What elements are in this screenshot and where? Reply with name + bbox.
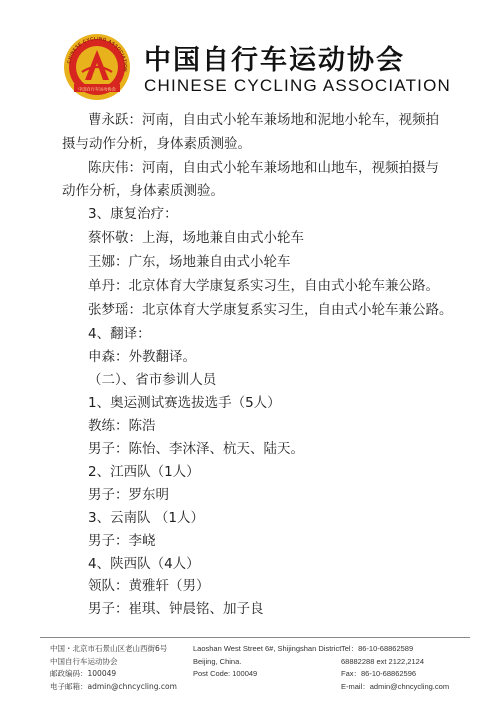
footer-text: 中国・北京市石景山区老山西街6号 <box>50 644 168 653</box>
footer-email: E-mail：admin@chncycling.com <box>341 681 450 691</box>
footer-email: 电子邮箱：admin@chncycling.com <box>50 681 177 691</box>
footer-text: Beijing, China. <box>193 656 242 666</box>
body-line: 蔡怀敬：上海，场地兼自由式小轮车 <box>88 230 304 246</box>
footer-fax: Fax：86-10-68862596 <box>341 669 417 678</box>
section-heading: 4、翻译： <box>88 326 151 342</box>
logo-ribbon-text: 中国自行车运动协会 <box>78 86 116 92</box>
body-line-overflow: 男子：崔琪、钟晨铭、加子良 <box>88 601 264 617</box>
footer-contact <box>341 643 449 693</box>
section-heading: （二）、省市参训人员 <box>88 372 217 388</box>
footer-address-cn <box>50 643 177 693</box>
body-line: 男子：李峣 <box>88 533 156 549</box>
footer-text: 中国自行车运动协会 <box>50 656 118 666</box>
body-line: 男子：罗东明 <box>88 487 169 503</box>
section-heading: 2、江西队（1人） <box>88 464 200 480</box>
body-line: 摄与动作分析，身体素质测验。 <box>62 136 251 152</box>
footer-address-en <box>193 643 341 681</box>
section-heading: 3、云南队 （1人） <box>88 510 204 526</box>
body-line: 王娜：广东，场地兼自由式小轮车 <box>88 254 291 270</box>
footer-text: Post Code: 100049 <box>193 669 258 678</box>
body-line: 单丹：北京体育大学康复系实习生，自由式小轮车兼公路。 <box>88 278 439 294</box>
org-name-cn: 中国自行车运动协会 <box>144 45 405 76</box>
footer-text: 邮政编码：100049 <box>50 669 117 678</box>
logo-ring-text: CHINESE CYCLING ASSOCIATION <box>66 35 129 73</box>
section-heading: 3、康复治疗： <box>88 206 178 222</box>
footer-phone: 68882288 ext 2122,2124 <box>341 656 424 666</box>
body-line: 申森：外教翻译。 <box>88 349 196 365</box>
body-line: 教练：陈浩 <box>88 418 156 434</box>
org-name-en: CHINESE CYCLING ASSOCIATION <box>144 76 451 95</box>
body-line: 动作分析，身体素质测验。 <box>62 183 224 199</box>
section-heading: 1、奥运测试赛选拔选手（5人） <box>88 395 281 411</box>
body-line: 张梦瑶：北京体育大学康复系实习生，自由式小轮车兼公路。 <box>88 302 453 318</box>
body-line: 陈庆伟：河南，自由式小轮车兼场地和山地车，视频拍摄与 <box>88 160 439 176</box>
footer-text: Laoshan West Street 6#, Shijingshan District <box>193 644 342 653</box>
body-line: 领队：黄雅轩（男） <box>88 578 210 594</box>
body-line: 男子：陈怡、李沐泽、杭天、陆天。 <box>88 441 304 457</box>
footer-phone: Tel：86-10-68862589 <box>341 644 414 653</box>
section-heading: 4、陕西队（4人） <box>88 556 200 572</box>
body-line: 曹永跃：河南，自由式小轮车兼场地和泥地小轮车，视频拍 <box>88 112 439 128</box>
